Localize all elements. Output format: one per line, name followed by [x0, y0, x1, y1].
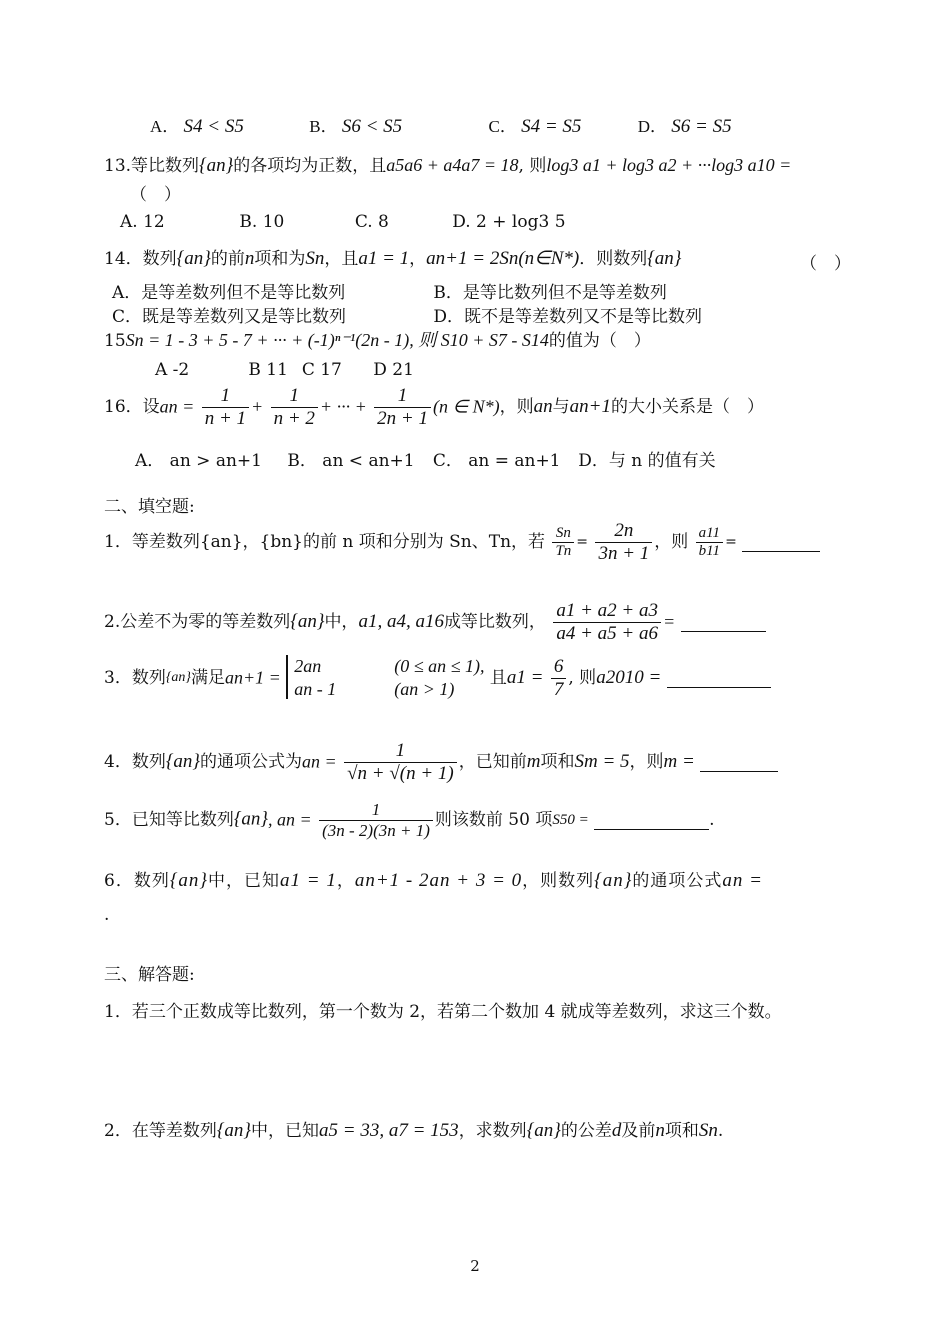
q16-frac-2: $\frac{1}{n + 2}$	[271, 385, 318, 430]
f2-frac: $\frac{a1 + a2 + a3}{a4 + a5 + a6}$	[553, 600, 661, 645]
q16-choice-d: D．与 n 的值有关	[578, 451, 716, 471]
page-number: 2	[470, 1257, 480, 1275]
f4-answer-blank[interactable]	[700, 753, 778, 772]
fill-4: 4．数列{an}的通项公式为an = $\frac{1}{√n + √(n + 1)}$ ，已知前m项和Sm = 5，则m =	[104, 740, 778, 785]
q16-frac-3: $\frac{1}{2n + 1}$	[374, 385, 431, 430]
f5-answer-blank[interactable]	[594, 811, 709, 830]
fill-2: 2.公差不为零的等差数列{an}中，a1, a4, a16成等比数列， $\frac{a1 + a2 + a3}{a4 + a5 + a6}$ =	[104, 600, 766, 645]
f3-piecewise: 2an (0 ≤ an ≤ 1), an - 1 (an > 1)	[286, 655, 484, 699]
q12-choice-d: D． S6 = S5	[637, 116, 732, 137]
f4-frac: $\frac{1}{√n + √(n + 1)}$	[344, 740, 457, 785]
fill-1: 1．等差数列{an}，{bn}的前 n 项和分别为 Sn、Tn，若 $\frac{Sn}{Tn}$ = $\frac{2n}{3n + 1}$ ，则 $\frac{a11}{b11}$ =	[104, 520, 820, 565]
q14-choices-row1	[112, 278, 667, 303]
f1-answer-blank[interactable]	[742, 533, 820, 552]
f2-answer-blank[interactable]	[681, 613, 766, 632]
q16-choices	[135, 446, 716, 471]
fill-6: 6．数列{an}中，已知a1 = 1，an+1 - 2an + 3 = 0，则数列{an}的通项公式an =	[104, 870, 763, 891]
f3-answer-blank[interactable]	[667, 669, 771, 688]
f1-frac-a11-b11: $\frac{a11}{b11}$	[696, 525, 723, 561]
q13-paren: （ ）	[130, 185, 181, 205]
q15-choices	[155, 360, 414, 380]
fill-6-end: .	[104, 905, 110, 925]
f3-frac: $\frac{6}{7}$	[551, 656, 567, 699]
q16-choice-a: A． an > an+1	[135, 451, 262, 471]
q12-choice-c: C． S4 = S5	[488, 116, 582, 137]
q12-choice-a: A． S4 < S5	[150, 116, 244, 137]
q13-choice-d: D. 2 + log3 5	[452, 212, 566, 232]
q14-choice-d: D．既不是等差数列又不是等比数列	[433, 307, 703, 327]
q15-choice-d: D 21	[373, 360, 414, 380]
q13-stem: 13.等比数列{an}的各项均为正数，且a5a6 + a4a7 = 18, 则log3 a1 + log3 a2 + ···log3 a10 =	[104, 155, 792, 176]
f1-frac-sn-tn: $\frac{Sn}{Tn}$	[552, 525, 574, 561]
fill-3: 3．数列{an}满足an+1 = 2an (0 ≤ an ≤ 1), an - 1 (an > 1) 且a1 = $\frac{6}{7}$ , 则a2010 =	[104, 655, 771, 699]
q16-choice-c: C． an = an+1	[432, 451, 561, 471]
section-fill-in-heading: 二、填空题:	[104, 497, 195, 517]
q13-choice-a: A. 12	[120, 212, 165, 232]
solve-1: 1．若三个正数成等比数列，第一个数为 2，若第二个数加 4 就成等差数列，求这三个数。	[104, 1002, 782, 1022]
q15-choice-a: A -2	[155, 360, 190, 380]
q13-choice-b: B. 10	[239, 212, 285, 232]
q12-choices	[150, 112, 732, 138]
q14-choice-b: B．是等比数列但不是等差数列	[433, 283, 667, 303]
section-solve-heading: 三、解答题:	[104, 965, 195, 985]
q13-choices	[120, 212, 566, 232]
q16-stem: 16．设an = $\frac{1}{n + 1}$ + $\frac{1}{n + 2}$ + ··· + $\frac{1}{2n + 1}$ (n ∈ N*)，则an与an+1的大小关系是（ ）	[104, 385, 764, 429]
q15-choice-b: B 11	[248, 360, 288, 380]
q14-choice-a: A．是等差数列但不是等比数列	[112, 283, 346, 303]
f5-frac: $\frac{1}{(3n - 2)(3n + 1)}$	[319, 800, 433, 840]
q13-choice-c: C. 8	[354, 212, 389, 232]
q15-stem: 15Sn = 1 - 3 + 5 - 7 + ··· + (-1)ⁿ⁻¹(2n - 1), 则 S10 + S7 - S14的值为（ ）	[104, 330, 651, 351]
q14-choices-row2	[112, 302, 702, 327]
q15-choice-c: C 17	[301, 360, 342, 380]
q14-stem: 14．数列{an}的前n项和为Sn，且a1 = 1，an+1 = 2Sn(n∈N*)．则数列{an}	[104, 248, 682, 269]
fill-5: 5．已知等比数列{an}, an = $\frac{1}{(3n - 2)(3n + 1)}$ 则该数前 50 项S50 = .	[104, 800, 715, 840]
q14-paren: （ ）	[800, 254, 851, 274]
q16-frac-1: $\frac{1}{n + 1}$	[202, 385, 249, 430]
q16-choice-b: B． an < an+1	[287, 451, 415, 471]
q14-choice-c: C．既是等差数列又是等比数列	[112, 307, 347, 327]
f1-frac-ratio: $\frac{2n}{3n + 1}$	[595, 520, 652, 565]
q12-choice-b: B． S6 < S5	[309, 116, 403, 137]
solve-2: 2．在等差数列{an}中，已知a5 = 33, a7 = 153，求数列{an}的公差d及前n项和Sn.	[104, 1120, 724, 1141]
